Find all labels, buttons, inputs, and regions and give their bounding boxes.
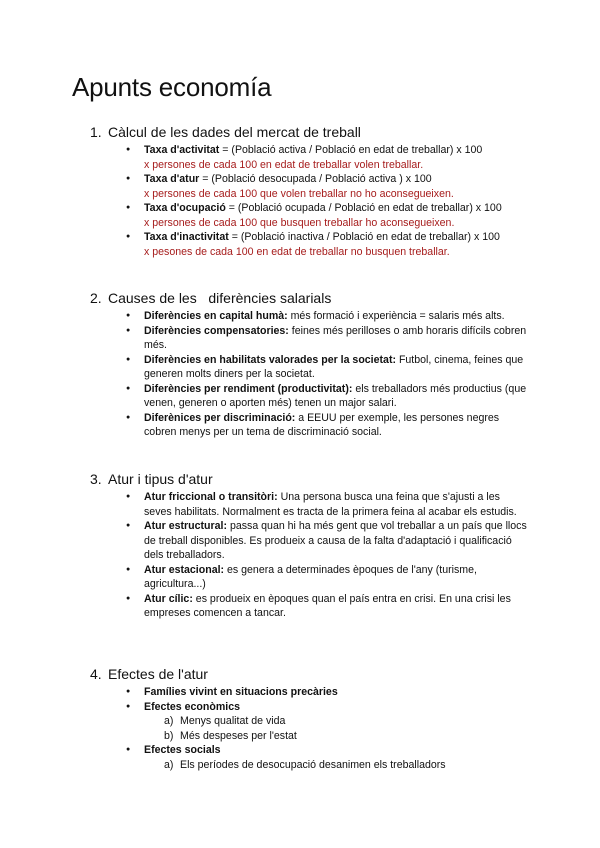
list-item: ● Diferències per rendiment (productivitat): els treballadors més productius (que venen, generen o aporten més) tenen un major salari. [128,382,530,411]
list-item: ● Diferències compensatories: feines més perilloses o amb horaris difícils cobren més. [128,324,530,353]
page-title: Apunts economía [72,72,272,102]
sub-list [144,758,530,773]
list-item: ● Efectes econòmics a) Menys qualitat de vida b) Més despeses per l'estat [128,700,530,744]
list-item: ● Atur estacional: es genera a determinades èpoques de l'any (turisme, agricultura...) [128,563,530,592]
section-heading: 4. Efectes de l'atur [90,666,208,682]
section-heading: 1. Càlcul de les dades del mercat de treball [90,124,361,140]
list-item: ● Diferències en capital humà: més formació i experiència = salaris més alts. [128,309,530,324]
sub-item: a) Menys qualitat de vida [164,715,286,727]
list-item: ● Taxa d'atur = (Població desocupada / Població activa ) x 100 x persones de cada 100 que volen treballar no ho aconsegueixen. [128,172,530,201]
bullet-list [90,309,530,440]
section-unemployment-types [90,471,530,621]
bullet-list [90,685,530,772]
red-note: x persones de cada 100 que busquen treballar ho aconsegueixen. [144,216,455,229]
section-salary-differences [90,290,530,440]
list-item: ● Diferències en habilitats valorades per la societat: Futbol, cinema, feines que generen molts diners per la societat. [128,353,530,382]
list-item: ● Taxa d'ocupació = (Població ocupada / Població en edat de treballar) x 100 x persones de cada 100 que busquen treballar ho aconsegueixen. [128,201,530,230]
list-item: ● Atur friccional o transitòri: Una persona busca una feina que s'ajusti a les seves habilitats. Normalment es tracta de la primera feina al acabar els estudis. [128,490,530,519]
list-item: ● Efectes socials a) Els períodes de desocupació desanimen els treballadors [128,743,530,772]
list-item: ● Diferènices per discriminació: a EEUU per exemple, les persones negres cobren menys per un tema de discriminació social. [128,411,530,440]
sub-item: b) Més despeses per l'estat [164,729,297,742]
section-heading: 2. Causes de les diferències salarials [90,290,332,306]
bullet-list [90,143,530,259]
list-item: ● Famílies vivint en situacions precàries [128,685,530,700]
section-unemployment-effects [90,666,530,772]
list-item: ● Taxa d'inactivitat = (Població inactiva / Població en edat de treballar) x 100 x pesones de cada 100 en edat de treballar no busquen treballar. [128,230,530,259]
bullet-list [90,490,530,621]
sub-item: a) Els períodes de desocupació desanimen els treballadors [164,758,446,771]
red-note: x persones de cada 100 que volen treballar no ho aconsegueixen. [144,187,454,200]
section-heading: 3. Atur i tipus d'atur [90,471,213,487]
list-item: ● Taxa d'activitat = (Població activa / Població en edat de treballar) x 100 x persones de cada 100 en edat de treballar volen treballar. [128,143,530,172]
sub-list [144,714,530,743]
list-item: ● Atur cílic: es produeix en èpoques quan el país entra en crisi. En una crisi les empreses comencen a tancar. [128,592,530,621]
red-note: x pesones de cada 100 en edat de treballar no busquen treballar. [144,245,450,258]
section-market-data [90,124,530,259]
red-note: x persones de cada 100 en edat de treballar volen treballar. [144,158,424,171]
list-item: ● Atur estructural: passa quan hi ha més gent que vol treballar a un país que llocs de treball disponibles. Es produeix a causa de la falta d'adaptació i qualificació dels treballadors. [128,519,530,563]
